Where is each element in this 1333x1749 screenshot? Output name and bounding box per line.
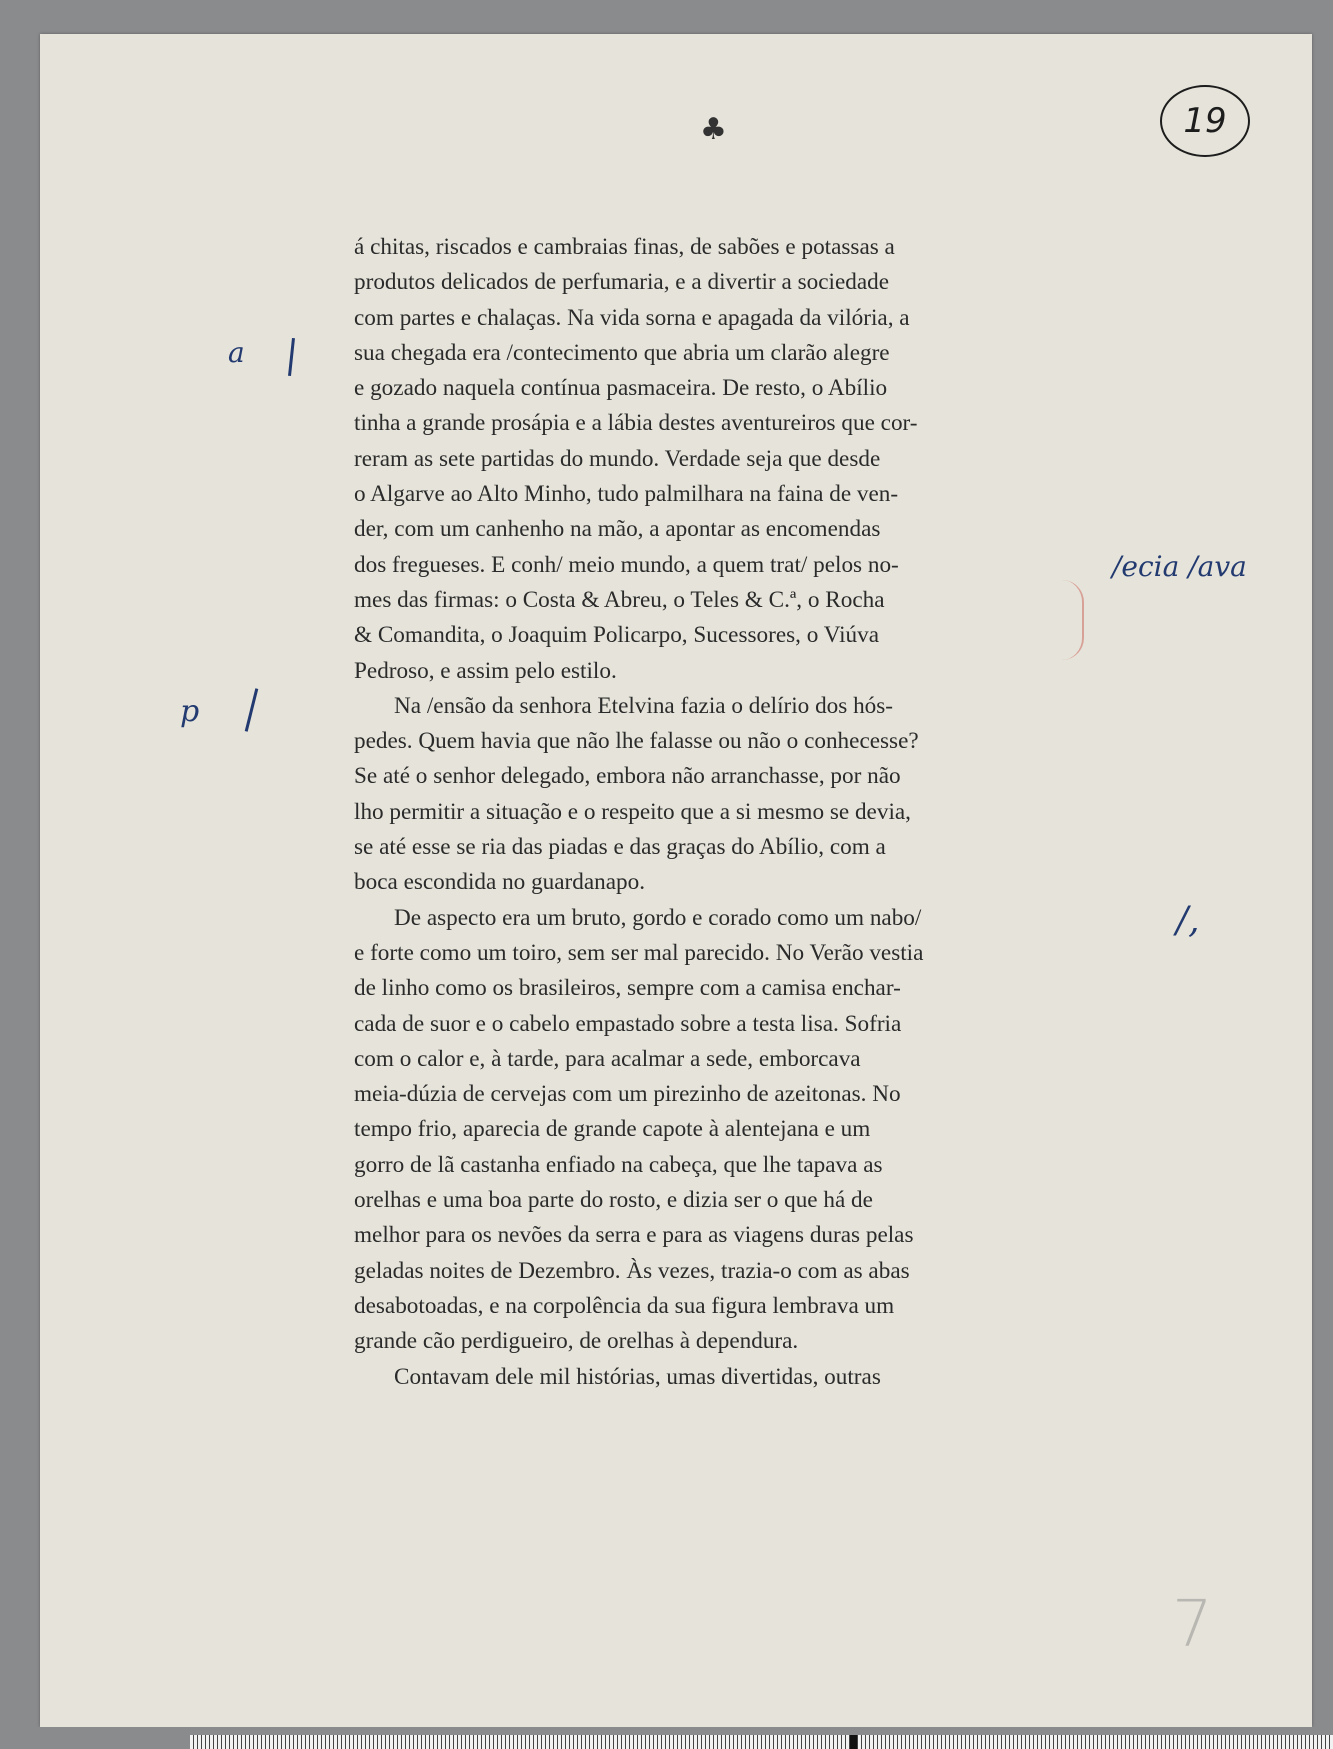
text-line: De aspecto era um bruto, gordo e corado como um nabo/: [394, 904, 922, 931]
pencil-mark: ♣: [700, 112, 727, 147]
text-line: sua chegada era /contecimento que abria um clarão alegre: [354, 339, 890, 366]
margin-note-comma: /,: [1176, 900, 1200, 941]
text-line: geladas noites de Dezembro. Às vezes, trazia-o com as abas: [354, 1257, 910, 1284]
scale-ruler: [190, 1735, 1333, 1749]
text-line: Se até o senhor delegado, embora não arranchasse, por não: [354, 763, 901, 790]
margin-note-ecia-ava: /ecia /ava: [1112, 550, 1247, 583]
text-line: tinha a grande prosápia e a lábia destes aventureiros que cor-: [354, 410, 918, 437]
text-line: orelhas e uma boa parte do rosto, e dizia ser o que há de: [354, 1187, 873, 1214]
text-line: der, com um canhenho na mão, a apontar as encomendas: [354, 516, 881, 543]
text-line: á chitas, riscados e cambraias finas, de sabões e potassas a: [354, 234, 895, 260]
text-line: gorro de lã castanha enfiado na cabeça, que lhe tapava as: [354, 1151, 883, 1178]
text-line: grande cão perdigueiro, de orelhas à dependura.: [354, 1328, 799, 1355]
text-line: Contavam dele mil histórias, umas divertidas, outras: [394, 1363, 881, 1390]
text-line: & Comandita, o Joaquim Policarpo, Sucessores, o Viúva: [354, 622, 879, 649]
text-line: tempo frio, aparecia de grande capote à alentejana e um: [354, 1116, 871, 1143]
text-line: pedes. Quem havia que não lhe falasse ou não o conhecesse?: [354, 728, 919, 755]
text-line: se até esse se ria das piadas e das graças do Abílio, com a: [354, 834, 886, 861]
text-line: de linho como os brasileiros, sempre com a camisa enchar-: [354, 975, 901, 1002]
text-line: Pedroso, e assim pelo estilo.: [354, 657, 617, 684]
text-line: dos fregueses. E conh/ meio mundo, a quem trat/ pelos no-: [354, 551, 899, 578]
text-line: produtos delicados de perfumaria, e a divertir a sociedade: [354, 269, 890, 296]
text-line: com partes e chalaças. Na vida sorna e apagada da vilória, a: [354, 304, 910, 331]
text-line: reram as sete partidas do mundo. Verdade seja que desde: [354, 445, 881, 472]
text-line: melhor para os nevões da serra e para as viagens duras pelas: [354, 1222, 914, 1249]
text-line: e gozado naquela contínua pasmaceira. De resto, o Abílio: [354, 375, 888, 402]
text-line: boca escondida no guardanapo.: [354, 869, 646, 896]
ruler-marker: [850, 1735, 857, 1749]
text-line: com o calor e, à tarde, para acalmar a sede, emborcava: [354, 1045, 861, 1072]
text-line: Na /ensão da senhora Etelvina fazia o delírio dos hós-: [394, 692, 894, 719]
text-line: desabotoadas, e na corpolência da sua figura lembrava um: [354, 1292, 895, 1319]
text-line: e forte como um toiro, sem ser mal parecido. No Verão vestia: [354, 939, 924, 966]
text-line: meia-dúzia de cervejas com um pirezinho de azeitonas. No: [354, 1081, 901, 1108]
pencil-number: 7: [1172, 1588, 1213, 1662]
text-line: mes das firmas: o Costa & Abreu, o Teles & C.ª, o Rocha: [354, 586, 885, 613]
text-line: lho permitir a situação e o respeito que a si mesmo se devia,: [354, 798, 911, 825]
margin-note-a: a: [228, 336, 245, 369]
margin-note-p: p: [180, 694, 200, 729]
page-number: 19: [1160, 85, 1250, 157]
text-line: cada de suor e o cabelo empastado sobre a testa lisa. Sofria: [354, 1010, 902, 1037]
text-line: o Algarve ao Alto Minho, tudo palmilhara na faina de ven-: [354, 481, 899, 508]
red-bracket-mark: [1062, 580, 1084, 660]
body-text: [354, 230, 1052, 1395]
